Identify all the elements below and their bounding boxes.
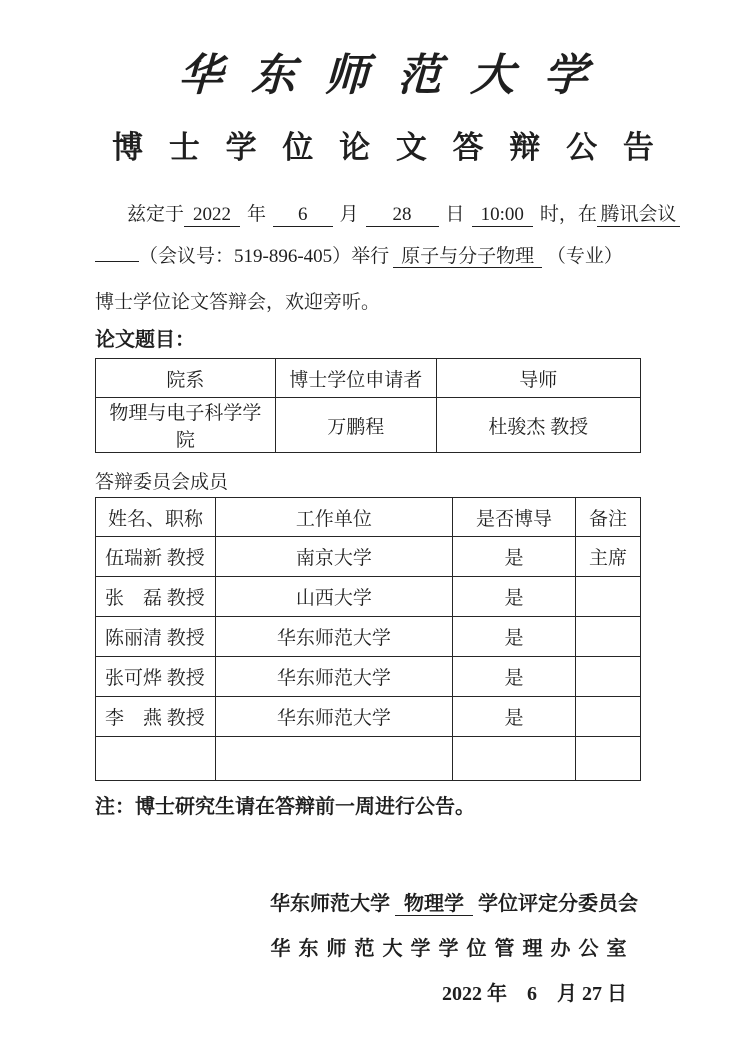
notice-paragraph xyxy=(95,188,680,326)
announcement-title: 博 士 学 位 论 文 答 辩 公 告 xyxy=(112,130,663,165)
header-cell-supervisor: 导师 xyxy=(436,359,640,398)
cell-member-name: 李 燕 教授 xyxy=(96,697,216,737)
cell-member-unit: 华东师范大学 xyxy=(215,657,452,697)
footer-date-line: 2022 年 6 月 27 日 xyxy=(442,983,627,1005)
cell-member-doctoral: 是 xyxy=(452,537,575,577)
footer-committee-name: 学位评定分委员会 xyxy=(478,893,638,915)
notice-prefix: 兹定于 xyxy=(127,204,185,225)
cell-member-name: 陈丽清 教授 xyxy=(96,617,216,657)
cell-department: 物理与电子科学学院 xyxy=(96,398,276,453)
meeting-info: （会议号：519-896-405）举行 xyxy=(139,246,390,267)
announcement-note: 注：博士研究生请在答辩前一周进行公告。 xyxy=(95,796,475,818)
day-label: 日 xyxy=(445,204,465,225)
cell-member-doctoral: 是 xyxy=(452,697,575,737)
header-cell-department: 院系 xyxy=(96,359,276,398)
committee-table xyxy=(95,497,641,781)
time-label: 时，在 xyxy=(539,204,597,225)
notice-line-1 xyxy=(95,188,680,234)
cell-member-unit xyxy=(215,737,452,781)
cell-member-doctoral xyxy=(452,737,575,781)
defense-year-value: 2022 xyxy=(184,204,240,227)
committee-row xyxy=(96,617,641,657)
cell-member-name: 伍瑞新 教授 xyxy=(96,537,216,577)
cell-member-unit: 华东师范大学 xyxy=(215,617,452,657)
footer-committee-line xyxy=(95,882,680,927)
cell-member-unit: 南京大学 xyxy=(215,537,452,577)
defense-major-value: 原子与分子物理 xyxy=(393,246,542,268)
defense-month-value: 6 xyxy=(273,204,333,227)
thesis-title-label: 论文题目： xyxy=(95,329,195,351)
defense-time-value: 10:00 xyxy=(472,204,533,227)
cell-member-name: 张 磊 教授 xyxy=(96,577,216,617)
header-cell-doctoral-supervisor: 是否博导 xyxy=(452,498,575,537)
header-cell-name-title: 姓名、职称 xyxy=(96,498,216,537)
notice-line-2 xyxy=(95,234,680,280)
committee-row xyxy=(96,657,641,697)
cell-member-doctoral: 是 xyxy=(452,657,575,697)
header-cell-applicant: 博士学位申请者 xyxy=(275,359,436,398)
cell-member-remark xyxy=(576,737,641,781)
cell-supervisor: 杜骏杰 教授 xyxy=(436,398,640,453)
footer-office-line: 华 东 师 范 大 学 学 位 管 理 办 公 室 xyxy=(270,938,628,960)
cell-member-doctoral: 是 xyxy=(452,577,575,617)
cell-member-remark xyxy=(576,577,641,617)
cell-member-doctoral: 是 xyxy=(452,617,575,657)
cell-member-remark xyxy=(576,617,641,657)
thesis-table-data-row xyxy=(96,398,641,453)
cell-applicant: 万鹏程 xyxy=(275,398,436,453)
cell-member-unit: 华东师范大学 xyxy=(215,697,452,737)
header-cell-work-unit: 工作单位 xyxy=(215,498,452,537)
university-title: 华 东 师 范 大 学 xyxy=(177,51,598,100)
committee-header-row xyxy=(96,498,641,537)
thesis-table xyxy=(95,358,641,453)
cell-member-unit: 山西大学 xyxy=(215,577,452,617)
defense-day-value: 28 xyxy=(366,204,439,227)
committee-row xyxy=(96,577,641,617)
defense-venue-value: 腾讯会议 xyxy=(597,199,680,227)
footer-university-name: 华东师范大学 xyxy=(270,893,390,915)
thesis-table-header-row xyxy=(96,359,641,398)
blank-underline xyxy=(95,240,139,262)
month-label: 月 xyxy=(339,204,359,225)
cell-member-remark xyxy=(576,697,641,737)
header-cell-remarks: 备注 xyxy=(576,498,641,537)
notice-line-3: 博士学位论文答辩会，欢迎旁听。 xyxy=(95,292,381,313)
committee-row xyxy=(96,697,641,737)
footer-signature-block xyxy=(95,882,680,1017)
cell-member-name xyxy=(96,737,216,781)
committee-row xyxy=(96,537,641,577)
committee-section-label: 答辩委员会成员 xyxy=(95,472,229,493)
committee-empty-row xyxy=(96,737,641,781)
year-label: 年 xyxy=(247,204,267,225)
major-label: （专业） xyxy=(546,246,623,267)
cell-member-name: 张可烨 教授 xyxy=(96,657,216,697)
cell-member-remark: 主席 xyxy=(576,537,641,577)
footer-discipline-value: 物理学 xyxy=(395,893,473,916)
cell-member-remark xyxy=(576,657,641,697)
